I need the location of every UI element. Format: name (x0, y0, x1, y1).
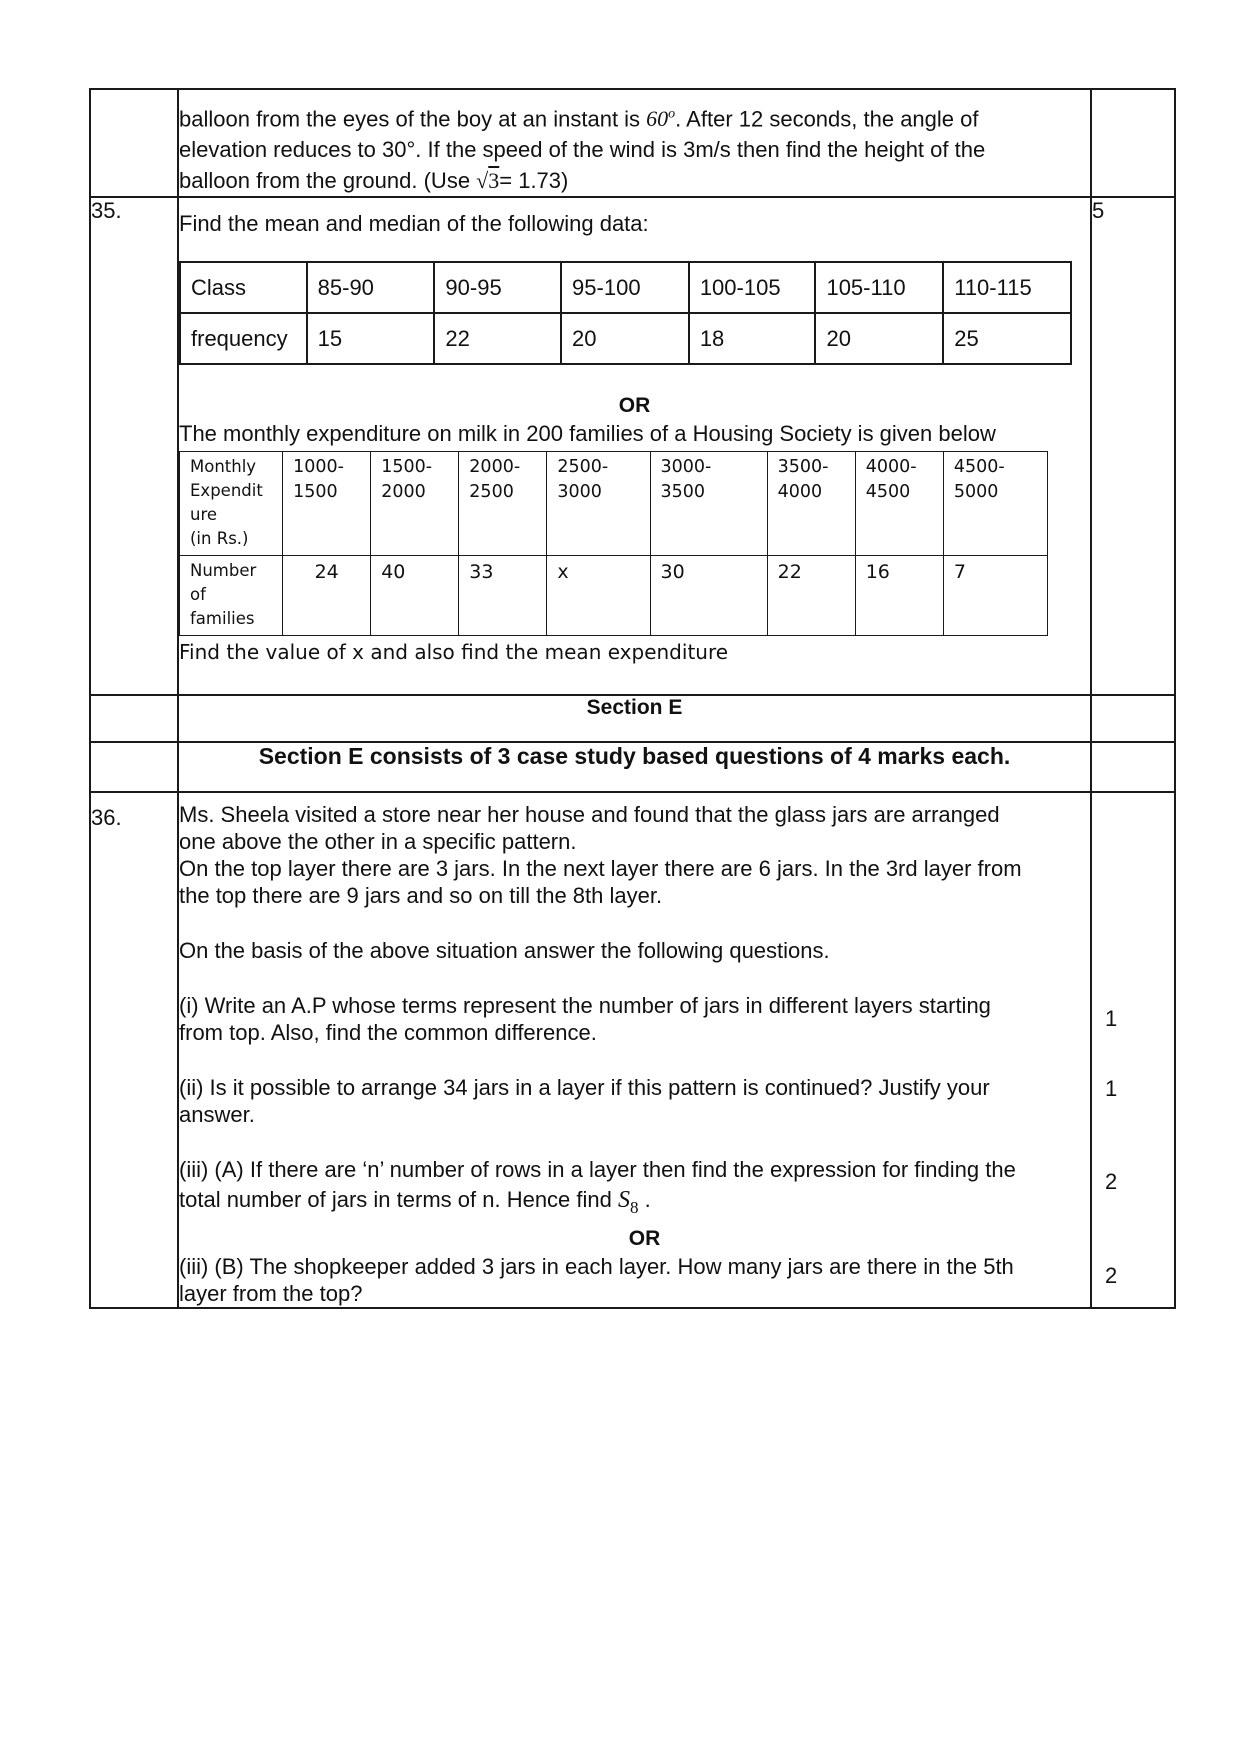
q35-row (90, 197, 1175, 695)
q36-marks-cell (1091, 792, 1175, 1308)
q36-part-i: (i) Write an A.P whose terms represent the number of jars in different layers starting (179, 993, 991, 1019)
frequency-cell: 15 (307, 313, 435, 364)
range-cell: 4000- 4500 (855, 452, 943, 556)
q36-number: 36. (90, 792, 178, 1308)
empty-cell (90, 695, 178, 742)
q34-line-1: balloon from the eyes of the boy at an instant is 60$^o$. After 12 seconds, the angle of (179, 106, 979, 132)
q36-instruction: On the basis of the above situation answer the following questions. (179, 938, 830, 964)
count-cell: 33 (459, 556, 547, 636)
class-cell: 95-100 (561, 262, 689, 313)
q34-line-2: elevation reduces to 30°. If the speed of the wind is 3m/s then find the height of the (179, 137, 986, 163)
q35-prompt: Find the mean and median of the following data: (179, 211, 649, 237)
range-cell: 2000- 2500 (459, 452, 547, 556)
q35-number: 35. (90, 197, 178, 695)
frequency-cell: 22 (434, 313, 561, 364)
question-paper-table (89, 88, 1176, 1309)
q34-continuation-text (178, 89, 1091, 197)
s8-symbol: $S_8$ (617, 1187, 639, 1218)
expenditure-table (179, 451, 1048, 636)
q36-body (178, 792, 1091, 1308)
class-frequency-table (179, 261, 1072, 365)
empty-cell (1091, 742, 1175, 792)
q34-line-3: balloon from the ground. (Use √3= 1.73) (179, 168, 569, 194)
section-e-title-row (90, 695, 1175, 742)
q36-part-iii-a: (iii) (A) If there are ‘n’ number of rows in a layer then find the expression for finding the (179, 1157, 1016, 1183)
angle-60: 60$^o$ (646, 106, 676, 132)
class-cell: 100-105 (689, 262, 816, 313)
empty-cell (90, 742, 178, 792)
count-cell: 40 (371, 556, 459, 636)
q34-continuation-row (90, 89, 1175, 197)
q36-or: OR (628, 1227, 661, 1251)
q36-intro-line: On the top layer there are 3 jars. In the next layer there are 6 jars. In the 3rd layer from (179, 856, 1022, 882)
q36-intro-line: the top there are 9 jars and so on till the 8th layer. (179, 883, 663, 909)
range-cell: 4500- 5000 (943, 452, 1047, 556)
q36-marks-i: 1 (1105, 1006, 1118, 1032)
q36-intro-line: Ms. Sheela visited a store near her house and found that the glass jars are arranged (179, 802, 1000, 828)
class-cell: 90-95 (434, 262, 561, 313)
class-cell: 105-110 (815, 262, 943, 313)
range-cell: 1500- 2000 (371, 452, 459, 556)
count-cell: 22 (767, 556, 855, 636)
class-row (180, 262, 1071, 313)
q34-number-cell (90, 89, 178, 197)
q36-marks-iii-a: 2 (1105, 1169, 1118, 1195)
frequency-row (180, 313, 1071, 364)
count-cell: 16 (855, 556, 943, 636)
section-e-description: Section E consists of 3 case study based questions of 4 marks each. (178, 742, 1091, 792)
q36-marks-ii: 1 (1105, 1076, 1118, 1102)
q35-alt-task: Find the value of x and also find the mean expenditure (179, 640, 729, 665)
q36-part-iii-b: (iii) (B) The shopkeeper added 3 jars in each layer. How many jars are there in the 5th (179, 1254, 1014, 1280)
range-cell: 3000- 3500 (650, 452, 767, 556)
q36-row (90, 792, 1175, 1308)
range-cell: 2500- 3000 (547, 452, 650, 556)
class-cell: 85-90 (307, 262, 435, 313)
sqrt-3: √3 (476, 168, 500, 194)
expenditure-row (180, 452, 1048, 556)
families-header: Number of families (180, 556, 283, 636)
frequency-cell: 20 (815, 313, 943, 364)
q36-part-iii-b: layer from the top? (179, 1281, 363, 1307)
families-row (180, 556, 1048, 636)
frequency-cell: 25 (943, 313, 1071, 364)
frequency-cell: 18 (689, 313, 816, 364)
q36-part-i: from top. Also, find the common difference. (179, 1020, 597, 1046)
q35-alt-prompt: The monthly expenditure on milk in 200 families of a Housing Society is given below (179, 421, 996, 447)
count-cell: x (547, 556, 650, 636)
frequency-cell: 20 (561, 313, 689, 364)
empty-cell (1091, 695, 1175, 742)
section-e-desc-row (90, 742, 1175, 792)
q36-marks-iii-b: 2 (1105, 1263, 1118, 1289)
frequency-header: frequency (180, 313, 307, 364)
expenditure-header: Monthly Expendit ure (in Rs.) (180, 452, 283, 556)
q35-marks: 5 (1091, 197, 1175, 695)
q35-or: OR (618, 394, 651, 418)
class-header: Class (180, 262, 307, 313)
q36-part-ii: answer. (179, 1102, 255, 1128)
q36-part-iii-a: total number of jars in terms of n. Hence find $S_8$ . (179, 1187, 651, 1218)
class-cell: 110-115 (943, 262, 1071, 313)
range-cell: 3500- 4000 (767, 452, 855, 556)
range-cell: 1000- 1500 (283, 452, 371, 556)
q36-intro-line: one above the other in a specific pattern. (179, 829, 577, 855)
count-cell: 7 (943, 556, 1047, 636)
count-cell: 24 (283, 556, 371, 636)
count-cell: 30 (650, 556, 767, 636)
q34-marks-cell (1091, 89, 1175, 197)
section-e-title: Section E (178, 695, 1091, 742)
q35-body (178, 197, 1091, 695)
q36-part-ii: (ii) Is it possible to arrange 34 jars in a layer if this pattern is continued? Justify your (179, 1075, 990, 1101)
